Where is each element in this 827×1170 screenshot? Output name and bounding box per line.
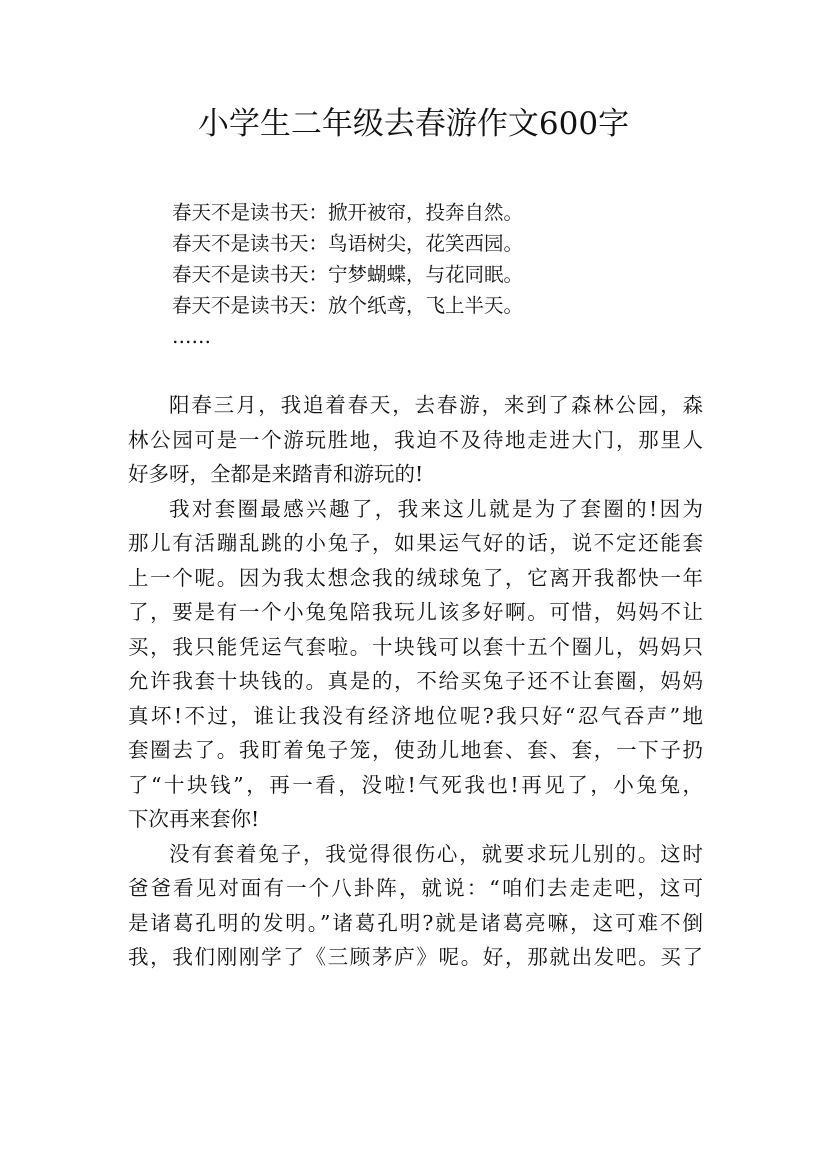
essay-body: [128, 388, 703, 975]
text-line: 阳春三月，我追着春天，去春游，来到了森林公园，森: [169, 393, 703, 417]
page-title: 小学生二年级去春游作文600字: [197, 106, 630, 142]
text-line: 好多呀，全都是来踏青和游玩的!: [128, 462, 424, 486]
text-line: 我，我们刚刚学了《三顾茅庐》呢。好，那就出发吧。买了: [128, 945, 703, 969]
text-line: 套圈去了。我盯着兔子笼，使劲儿地套、套、套，一下子扔: [128, 738, 703, 762]
text-line: 是诸葛孔明的发明。”诸葛孔明?就是诸葛亮嘛，这可难不倒: [128, 910, 703, 935]
text-line: 真坏!不过，谁让我没有经济地位呢?我只好“忍气吞声”地: [128, 703, 703, 728]
text-line: 上一个呢。因为我太想念我的绒球兔了，它离开我都快一年: [128, 565, 703, 590]
text-line: 了，要是有一个小兔兔陪我玩儿该多好啊。可惜，妈妈不让: [128, 600, 703, 624]
text-line: 允许我套十块钱的。真是的，不给买兔子还不让套圈，妈妈: [128, 669, 703, 693]
text-line: 买，我只能凭运气套啦。十块钱可以套十五个圈儿，妈妈只: [128, 634, 703, 659]
text-line: 没有套着兔子，我觉得很伤心，就要求玩儿别的。这时: [169, 841, 703, 866]
text-line: 爸爸看见对面有一个八卦阵，就说：“咱们去走走吧，这可: [128, 876, 703, 900]
text-line: 了“十块钱”，再一看，没啦!气死我也!再见了，小兔兔，: [128, 772, 703, 797]
poem-ellipsis: ……: [172, 325, 211, 348]
text-line: 下次再来套你!: [128, 807, 260, 831]
poem-line: 春天不是读书天：放个纸鸢，飞上半天。: [172, 294, 524, 317]
poem-block: [172, 197, 732, 352]
paragraph: [128, 492, 703, 837]
poem-line: 春天不是读书天：鸟语树尖，花笑西园。: [172, 232, 524, 255]
poem-line: 春天不是读书天：掀开被帘，投奔自然。: [172, 201, 524, 224]
text-line: 那儿有活蹦乱跳的小兔子，如果运气好的话，说不定还能套: [128, 531, 703, 555]
text-line: 林公园可是一个游玩胜地，我迫不及待地走进大门，那里人: [128, 427, 703, 452]
paragraph: [128, 388, 703, 492]
paragraph: [128, 837, 703, 975]
poem-line: 春天不是读书天：宁梦蝴蝶，与花同眠。: [172, 263, 524, 286]
text-line: 我对套圈最感兴趣了，我来这儿就是为了套圈的!因为: [169, 496, 703, 521]
